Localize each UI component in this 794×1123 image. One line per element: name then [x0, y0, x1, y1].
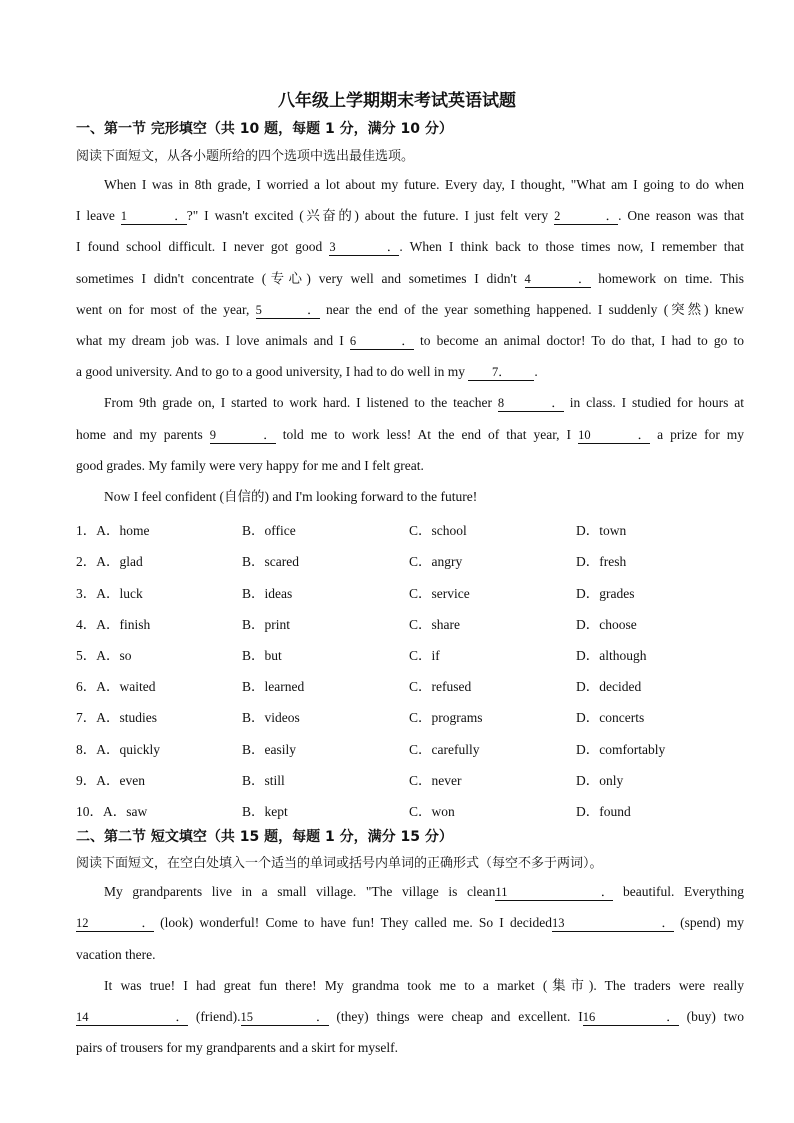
answer-blank-9[interactable]: 9． [209, 428, 276, 442]
option-d[interactable]: D．concerts [576, 710, 645, 725]
question-row-8 [76, 738, 744, 756]
option-b[interactable]: B．ideas [242, 586, 293, 601]
option-d[interactable]: D．although [576, 648, 647, 663]
section1-instruction: 阅读下面短文，从各小题所给的四个选项中选出最佳选项。 [76, 149, 415, 164]
answer-blank-2[interactable]: 2． [554, 209, 619, 223]
section2-heading: 二、第二节 短文填空（共 15 题，每题 1 分，满分 15 分） [76, 829, 453, 845]
option-d[interactable]: D．found [576, 804, 631, 819]
passage2-line: 12． (look) wonderful! Come to have fun! They called me. So I decided13． (spend) my [76, 915, 745, 930]
option-a[interactable]: 1．A．home [76, 523, 150, 538]
option-c[interactable]: C．refused [409, 679, 472, 694]
answer-blank-12[interactable]: 12． [76, 916, 154, 930]
option-c[interactable]: C．if [409, 648, 440, 663]
option-b[interactable]: B．videos [242, 710, 300, 725]
passage2-line: My grandparents live in a small village. "The village is clean11． beautiful. Everything [104, 884, 745, 899]
passage1-line: home and my parents 9． told me to work less! At the end of that year, I 10． a prize for my [76, 427, 745, 442]
option-a[interactable]: 4．A．finish [76, 617, 151, 632]
passage1-line: good grades. My family were very happy for me and I felt great. [76, 458, 424, 473]
option-d[interactable]: D．comfortably [576, 742, 666, 757]
answer-blank-1[interactable]: 1． [120, 209, 187, 223]
option-c[interactable]: C．service [409, 586, 470, 601]
option-c[interactable]: C．won [409, 804, 455, 819]
option-b[interactable]: B．print [242, 617, 291, 632]
option-a[interactable]: 6．A．waited [76, 679, 156, 694]
answer-blank-13[interactable]: 13． [551, 916, 674, 930]
answer-blank-15[interactable]: 15． [240, 1010, 329, 1024]
question-row-1 [76, 519, 744, 537]
option-a[interactable]: 3．A．luck [76, 586, 143, 601]
question-row-3 [76, 582, 744, 600]
passage1-line: what my dream job was. I love animals and I 6． to become an animal doctor! To do that, I had to go to [76, 333, 745, 348]
question-row-4 [76, 613, 744, 631]
option-b[interactable]: B．kept [242, 804, 288, 819]
question-row-6 [76, 675, 744, 693]
option-b[interactable]: B．scared [242, 554, 299, 569]
answer-blank-11[interactable]: 11． [495, 885, 614, 899]
question-row-9 [76, 769, 744, 787]
option-c[interactable]: C．carefully [409, 742, 480, 757]
option-b[interactable]: B．still [242, 773, 285, 788]
option-c[interactable]: C．programs [409, 710, 483, 725]
answer-blank-4[interactable]: 4． [524, 272, 591, 286]
passage1-line: From 9th grade on, I started to work hard. I listened to the teacher 8． in class. I studied for hours at [104, 395, 745, 410]
option-b[interactable]: B．but [242, 648, 282, 663]
section2-instruction: 阅读下面短文，在空白处填入一个适当的单词或括号内单词的正确形式（每空不多于两词）。 [76, 856, 603, 871]
option-c[interactable]: C．school [409, 523, 467, 538]
option-c[interactable]: C．angry [409, 554, 463, 569]
option-b[interactable]: B．learned [242, 679, 305, 694]
option-a[interactable]: 8．A．quickly [76, 742, 160, 757]
passage2-line: 14． (friend).15． (they) things were cheap and excellent. I16． (buy) two [76, 1009, 745, 1024]
option-a[interactable]: 7．A．studies [76, 710, 157, 725]
option-d[interactable]: D．town [576, 523, 627, 538]
option-d[interactable]: D．fresh [576, 554, 627, 569]
passage1-line: When I was in 8th grade, I worried a lot about my future. Every day, I thought, "What am I going to do when [104, 177, 744, 192]
answer-blank-7[interactable]: 7． [468, 365, 534, 381]
passage1-line: went on for most of the year, 5． near the end of the year something happened. I suddenly (突然) knew [76, 302, 745, 317]
answer-blank-14[interactable]: 14． [76, 1010, 188, 1024]
option-a[interactable]: 5．A．so [76, 648, 132, 663]
answer-blank-6[interactable]: 6． [349, 334, 414, 348]
passage1-line: a good university. And to go to a good university, I had to do well in my 7． . [76, 364, 538, 379]
option-a[interactable]: 10．A．saw [76, 804, 148, 819]
passage1-line: Now I feel confident (自信的) and I'm looking forward to the future! [104, 489, 478, 504]
option-d[interactable]: D．decided [576, 679, 642, 694]
option-b[interactable]: B．office [242, 523, 296, 538]
passage2-line: It was true! I had great fun there! My grandma took me to a market (集市). The traders were really [104, 978, 744, 993]
passage2-line: vacation there. [76, 947, 156, 962]
option-c[interactable]: C．never [409, 773, 462, 788]
question-row-10 [76, 800, 744, 818]
option-c[interactable]: C．share [409, 617, 460, 632]
passage1-line: I leave 1．?" I wasn't excited (兴奋的) about the future. I just felt very 2．. One reason was that [76, 208, 745, 223]
option-b[interactable]: B．easily [242, 742, 296, 757]
passage1-line: sometimes I didn't concentrate (专心) very well and sometimes I didn't 4． homework on time. This [76, 271, 744, 286]
answer-blank-16[interactable]: 16． [582, 1010, 679, 1024]
question-row-7 [76, 706, 744, 724]
answer-blank-5[interactable]: 5． [255, 303, 320, 317]
question-row-5 [76, 644, 744, 662]
passage2-line: pairs of trousers for my grandparents and a skirt for myself. [76, 1040, 399, 1055]
section1-heading: 一、第一节 完形填空（共 10 题，每题 1 分，满分 10 分） [76, 121, 453, 137]
option-a[interactable]: 2．A．glad [76, 554, 143, 569]
option-d[interactable]: D．grades [576, 586, 635, 601]
answer-blank-3[interactable]: 3． [329, 240, 400, 254]
question-row-2 [76, 550, 744, 568]
option-a[interactable]: 9．A．even [76, 773, 145, 788]
answer-blank-10[interactable]: 10． [578, 428, 651, 442]
answer-blank-8[interactable]: 8． [497, 396, 564, 410]
page-title: 八年级上学期期末考试英语试题 [278, 91, 516, 111]
passage1-line: I found school difficult. I never got good 3．. When I think back to those times now, I remember that [76, 239, 744, 254]
option-d[interactable]: D．choose [576, 617, 637, 632]
option-d[interactable]: D．only [576, 773, 624, 788]
